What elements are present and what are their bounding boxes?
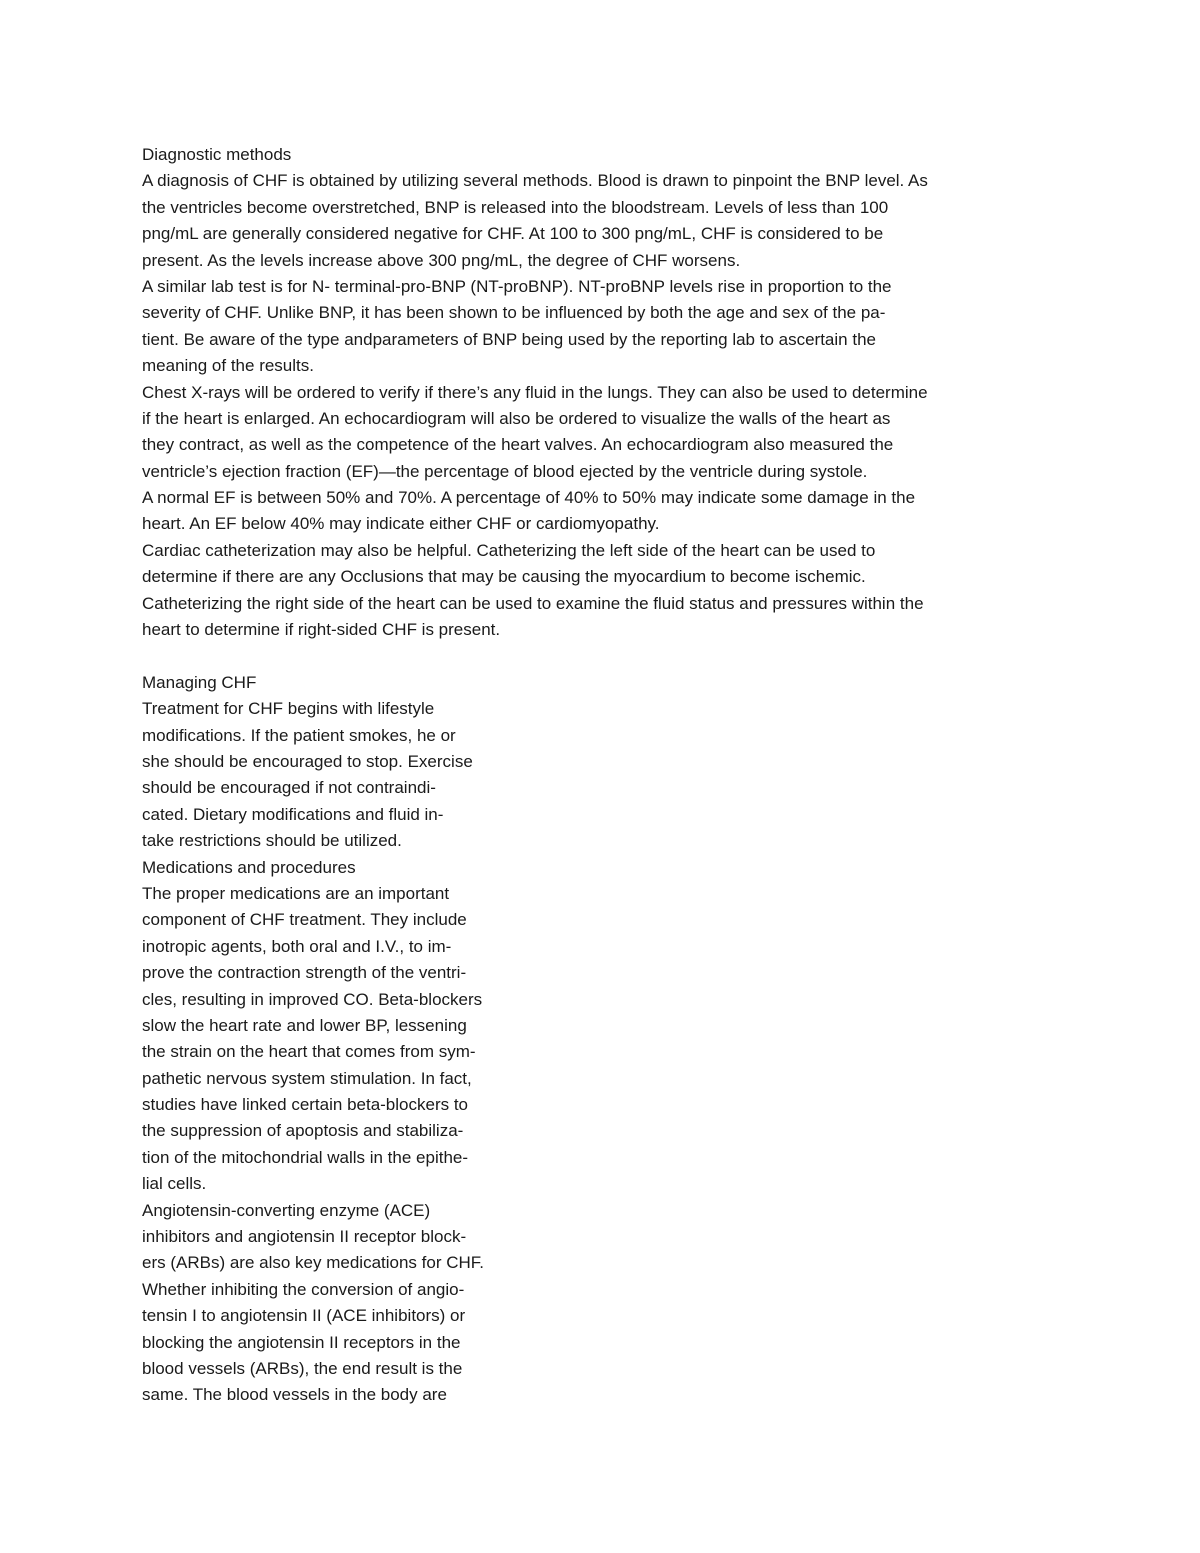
- text-line: png/mL are generally considered negative for CHF. At 100 to 300 png/mL, CHF is considered to be: [142, 224, 884, 244]
- text-line: heart. An EF below 40% may indicate either CHF or cardiomyopathy.: [142, 514, 660, 534]
- text-line: ventricle’s ejection fraction (EF)—the percentage of blood ejected by the ventricle during systole.: [142, 461, 868, 481]
- text-line: tion of the mitochondrial walls in the epithe-: [142, 1147, 469, 1167]
- text-line: A diagnosis of CHF is obtained by utilizing several methods. Blood is drawn to pinpoint the BNP level. As: [142, 171, 928, 191]
- text-line: meaning of the results.: [142, 356, 314, 376]
- text-line: cated. Dietary modifications and fluid in-: [142, 804, 444, 824]
- text-line: heart to determine if right-sided CHF is present.: [142, 620, 501, 640]
- text-line: blocking the angiotensin II receptors in the: [142, 1332, 461, 1352]
- text-line: Whether inhibiting the conversion of angio-: [142, 1279, 465, 1299]
- text-line: the strain on the heart that comes from sym-: [142, 1042, 476, 1062]
- text-line: same. The blood vessels in the body are: [142, 1385, 447, 1405]
- text-line: Treatment for CHF begins with lifestyle: [142, 699, 435, 719]
- text-line: studies have linked certain beta-blockers to: [142, 1095, 469, 1115]
- text-line: take restrictions should be utilized.: [142, 831, 402, 851]
- text-line: A normal EF is between 50% and 70%. A percentage of 40% to 50% may indicate some damage in the: [142, 488, 916, 508]
- text-line: blood vessels (ARBs), the end result is the: [142, 1358, 463, 1378]
- text-line: inhibitors and angiotensin II receptor block-: [142, 1227, 467, 1247]
- text-line: tensin I to angiotensin II (ACE inhibitors) or: [142, 1306, 466, 1326]
- text-line: tient. Be aware of the type andparameters of BNP being used by the reporting lab to ascertain the: [142, 329, 876, 349]
- text-line: modifications. If the patient smokes, he or: [142, 725, 456, 745]
- text-line: if the heart is enlarged. An echocardiogram will also be ordered to visualize the walls of the heart as: [142, 408, 891, 428]
- text-line: cles, resulting in improved CO. Beta-blockers: [142, 989, 483, 1009]
- text-line: pathetic nervous system stimulation. In fact,: [142, 1068, 472, 1088]
- document-body: [142, 142, 1072, 1409]
- text-line: they contract, as well as the competence of the heart valves. An echocardiogram also measured the: [142, 435, 894, 455]
- text-line: should be encouraged if not contraindi-: [142, 778, 436, 798]
- text-line: Angiotensin-converting enzyme (ACE): [142, 1200, 431, 1220]
- text-line: Medications and procedures: [142, 857, 356, 877]
- text-line: inotropic agents, both oral and I.V., to im-: [142, 936, 452, 956]
- text-line: the suppression of apoptosis and stabiliza-: [142, 1121, 464, 1141]
- text-line: component of CHF treatment. They include: [142, 910, 467, 930]
- text-line: she should be encouraged to stop. Exercise: [142, 751, 473, 771]
- blank-line: [142, 643, 1072, 669]
- text-line: Catheterizing the right side of the heart can be used to examine the fluid status and pressures within the: [142, 593, 924, 613]
- text-line: The proper medications are an important: [142, 883, 450, 903]
- text-line: lial cells.: [142, 1174, 207, 1194]
- text-line: Chest X-rays will be ordered to verify if there’s any fluid in the lungs. They can also be used to determine: [142, 382, 928, 402]
- text-line: Diagnostic methods: [142, 145, 292, 164]
- text-line: A similar lab test is for N- terminal-pro-BNP (NT-proBNP). NT-proBNP levels rise in proportion to the: [142, 276, 892, 296]
- text-line: determine if there are any Occlusions that may be causing the myocardium to become ischemic.: [142, 567, 866, 587]
- text-line: severity of CHF. Unlike BNP, it has been shown to be influenced by both the age and sex of the pa-: [142, 303, 886, 323]
- text-line: Managing CHF: [142, 672, 257, 692]
- text-line: slow the heart rate and lower BP, lessening: [142, 1015, 467, 1035]
- text-line: the ventricles become overstretched, BNP is released into the bloodstream. Levels of less than 100: [142, 197, 889, 217]
- text-line: present. As the levels increase above 300 png/mL, the degree of CHF worsens.: [142, 250, 741, 270]
- text-line: prove the contraction strength of the ventri-: [142, 963, 467, 983]
- text-line: ers (ARBs) are also key medications for CHF.: [142, 1253, 484, 1273]
- text-line: Cardiac catheterization may also be helpful. Catheterizing the left side of the heart can be used to: [142, 540, 876, 560]
